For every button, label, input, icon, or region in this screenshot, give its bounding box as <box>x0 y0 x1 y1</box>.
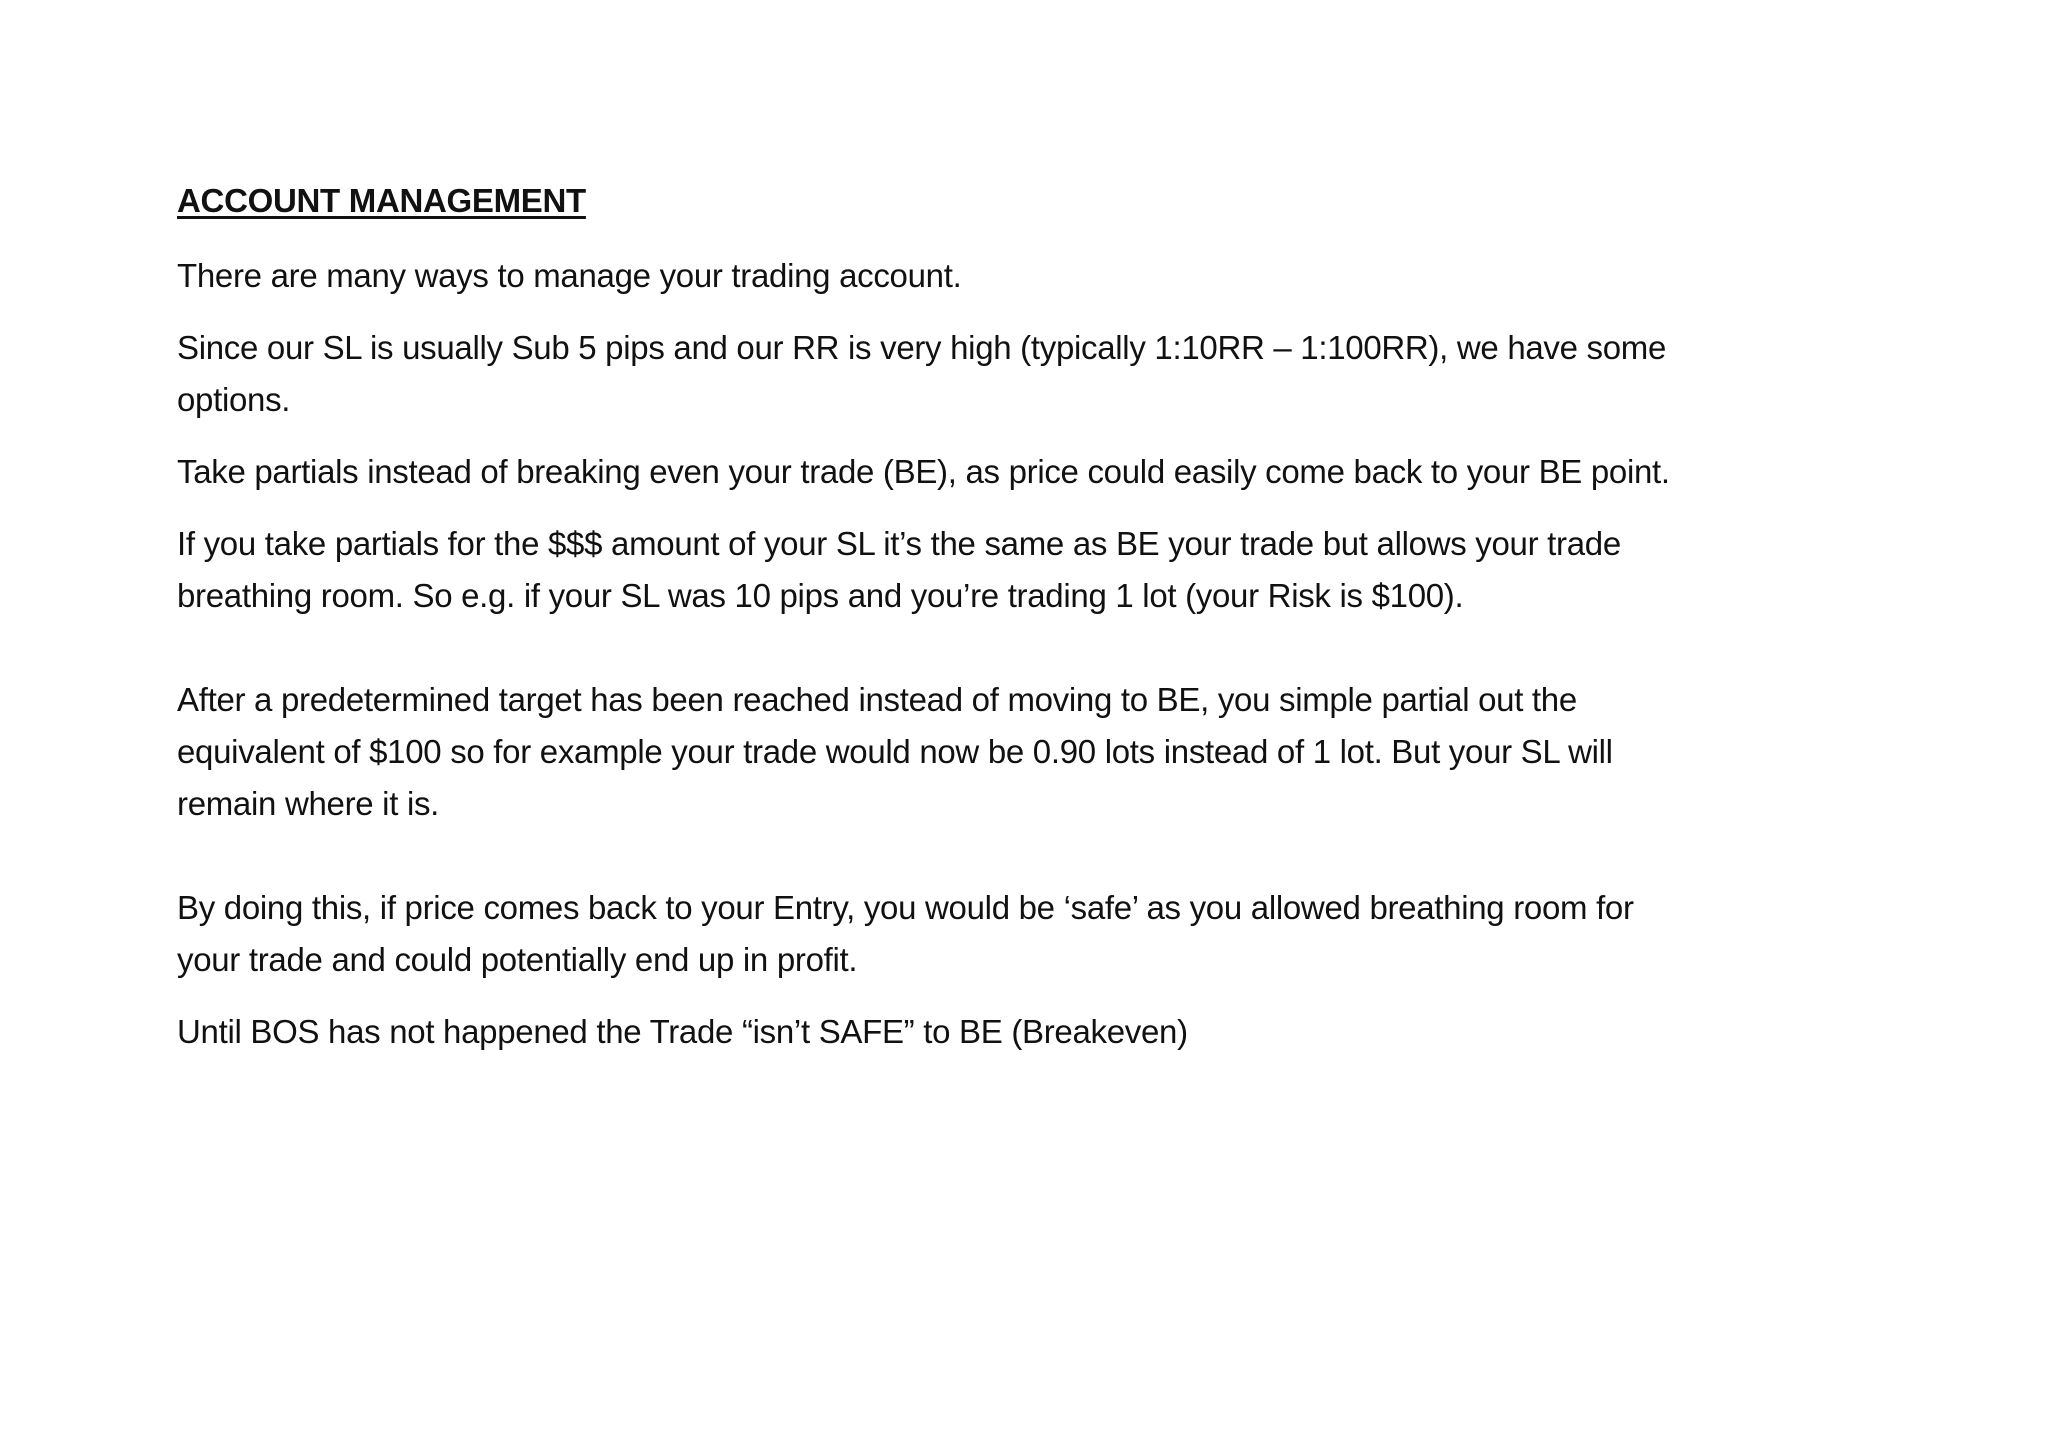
paragraph-spacer <box>177 426 1897 446</box>
paragraph-intro <box>177 250 1897 302</box>
paragraph-spacer <box>177 622 1897 674</box>
paragraph-line: breathing room. So e.g. if your SL was 10 pips and you’re trading 1 lot (your Risk is $100). <box>177 577 1464 614</box>
paragraph-line: By doing this, if price comes back to your Entry, you would be ‘safe’ as you allowed breathing room for <box>177 889 1634 926</box>
paragraph-line: options. <box>177 381 291 418</box>
paragraph-bos <box>177 1006 1897 1058</box>
paragraph-line: Since our SL is usually Sub 5 pips and our RR is very high (typically 1:10RR – 1:100RR), we have some <box>177 329 1667 366</box>
paragraph-spacer <box>177 302 1897 322</box>
paragraph-spacer <box>177 830 1897 882</box>
paragraph-safe <box>177 882 1897 986</box>
paragraph-line: After a predetermined target has been reached instead of moving to BE, you simple partial out the <box>177 681 1577 718</box>
paragraph-spacer <box>177 986 1897 1006</box>
paragraph-breathing-room <box>177 518 1897 622</box>
paragraph-line: remain where it is. <box>177 785 440 822</box>
paragraph-spacer <box>177 498 1897 518</box>
paragraph-line: your trade and could potentially end up in profit. <box>177 941 858 978</box>
section-heading: ACCOUNT MANAGEMENT <box>177 182 586 219</box>
document-body <box>177 180 1897 1058</box>
paragraph-partials <box>177 446 1897 498</box>
paragraph-target <box>177 674 1897 830</box>
paragraph-line: Until BOS has not happened the Trade “isn’t SAFE” to BE (Breakeven) <box>177 1013 1188 1050</box>
paragraph-line: Take partials instead of breaking even your trade (BE), as price could easily come back to your BE point. <box>177 453 1670 490</box>
paragraph-line: There are many ways to manage your trading account. <box>177 257 962 294</box>
paragraph-line: equivalent of $100 so for example your trade would now be 0.90 lots instead of 1 lot. But your SL will <box>177 733 1613 770</box>
paragraph-line: If you take partials for the $$$ amount of your SL it’s the same as BE your trade but allows your trade <box>177 525 1621 562</box>
paragraph-sl-rr <box>177 322 1897 426</box>
